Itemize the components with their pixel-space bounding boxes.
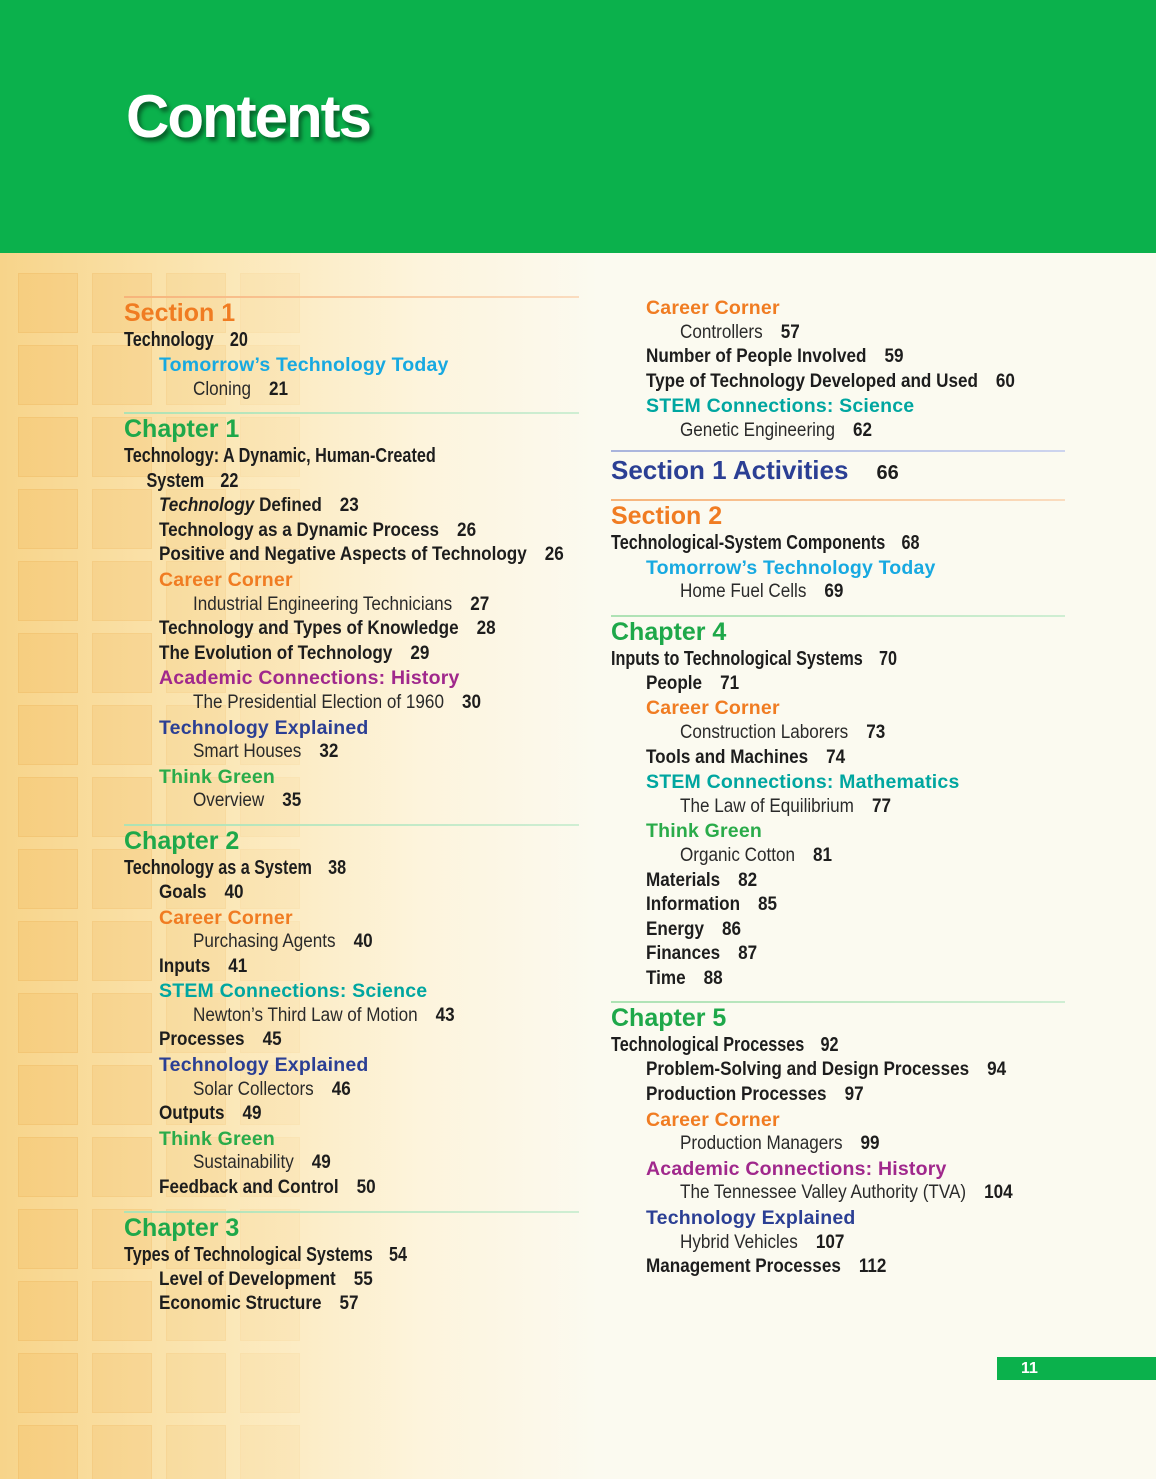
page-ref: 57: [339, 1293, 359, 1315]
feature-heading[interactable]: [124, 1127, 579, 1152]
toc-entry-level3[interactable]: [124, 930, 579, 955]
background-tile: [18, 1137, 78, 1197]
entry-label: Technological-System Components: [611, 531, 886, 554]
entry-label: Technology as a System: [124, 856, 312, 879]
feature-heading[interactable]: [124, 979, 579, 1004]
feature-heading[interactable]: [611, 770, 1065, 795]
toc-entry-level2[interactable]: [124, 1292, 579, 1317]
page-ref: 107: [815, 1231, 845, 1253]
entry-label: Technology Explained: [646, 1207, 856, 1230]
toc-entry-level2[interactable]: [124, 494, 579, 519]
page-ref: 60: [995, 370, 1015, 392]
page-ref: 88: [703, 967, 723, 989]
entry-label: STEM Connections: Science: [159, 980, 428, 1003]
entry-label: System: [146, 470, 205, 493]
entry-label: Genetic Engineering: [680, 419, 835, 441]
page-ref: 57: [780, 321, 800, 343]
toc-entry-level3[interactable]: [611, 844, 1065, 869]
entry-label: Chapter 2: [124, 826, 240, 855]
background-tile: [92, 1425, 152, 1479]
entry-label: Cloning: [193, 378, 251, 400]
entry-label: Solar Collectors: [193, 1078, 314, 1100]
entry-label: Technology: A Dynamic, Human-Created: [124, 445, 436, 468]
entry-label: Defined: [254, 495, 322, 517]
feature-heading[interactable]: [611, 696, 1065, 721]
entry-label: Outputs: [159, 1103, 225, 1125]
page-ref: 62: [852, 419, 872, 441]
entry-label: Chapter 1: [124, 415, 240, 444]
feature-heading[interactable]: [124, 906, 579, 931]
page-ref: 55: [353, 1268, 373, 1290]
entry-italic-text: Technology: [159, 495, 255, 517]
entry-label: Section 2: [611, 501, 723, 530]
toc-entry-level1[interactable]: [611, 647, 1020, 672]
entry-label: Chapter 5: [611, 1004, 727, 1033]
entry-label: Sustainability: [193, 1152, 294, 1174]
entry-label: Chapter 3: [124, 1213, 240, 1242]
entry-label: Energy: [646, 918, 704, 940]
entry-label: Inputs: [159, 955, 211, 977]
entry-label: Types of Technological Systems: [124, 1243, 373, 1266]
toc-entry-level3[interactable]: [124, 1151, 579, 1176]
entry-label: Materials: [646, 869, 721, 891]
entry-label: Organic Cotton: [680, 844, 796, 866]
page-ref: 20: [229, 329, 248, 351]
entry-label: Feedback and Control: [159, 1177, 339, 1199]
toc-entry-level2[interactable]: [124, 955, 579, 980]
chapter-heading[interactable]: [124, 826, 579, 856]
background-tile: [18, 705, 78, 765]
toc-entry-level2[interactable]: [611, 1255, 1065, 1280]
chapter-heading[interactable]: [611, 1003, 1065, 1033]
toc-entry-level2[interactable]: [611, 370, 1065, 395]
entry-label: Think Green: [159, 765, 275, 788]
page-ref: 26: [544, 544, 564, 566]
page-ref: 92: [820, 1034, 839, 1057]
feature-heading[interactable]: [124, 353, 579, 378]
page-ref: 71: [720, 672, 740, 694]
entry-label: Home Fuel Cells: [680, 581, 807, 603]
chapter-heading[interactable]: [611, 617, 1065, 647]
entry-label: Technology Explained: [159, 1054, 369, 1077]
page-ref: 82: [738, 869, 758, 891]
entry-label: STEM Connections: Mathematics: [646, 771, 960, 794]
page-ref: 27: [470, 593, 490, 615]
toc-entry-level1[interactable]: [124, 856, 534, 881]
entry-label: Chapter 4: [611, 617, 727, 646]
toc-entry-level2[interactable]: [611, 672, 1065, 697]
feature-heading[interactable]: [124, 765, 579, 790]
toc-entry-level3[interactable]: [611, 580, 1065, 605]
toc-entry-level3[interactable]: [124, 740, 579, 765]
toc-entry-level2[interactable]: [124, 642, 579, 667]
section-activities-heading[interactable]: [611, 454, 1065, 489]
feature-heading[interactable]: [611, 296, 1065, 321]
page-ref: 21: [268, 378, 289, 400]
entry-label: Tomorrow’s Technology Today: [159, 354, 449, 376]
page-ref: 68: [901, 531, 920, 554]
background-tile: [18, 1209, 78, 1269]
entry-label: Career Corner: [159, 568, 293, 591]
page-header: [0, 0, 1156, 253]
entry-label: Smart Houses: [193, 741, 302, 763]
entry-label: Think Green: [159, 1127, 275, 1150]
page-title: Contents: [126, 83, 370, 150]
toc-entry-level1[interactable]: [611, 1033, 1020, 1058]
page-ref: 69: [824, 581, 844, 603]
entry-label: Career Corner: [646, 1108, 780, 1131]
page-ref: 26: [457, 519, 477, 541]
toc-entry-level3[interactable]: [611, 1132, 1065, 1157]
chapter-heading[interactable]: [124, 414, 579, 444]
toc-entry-level2[interactable]: [124, 1028, 579, 1053]
entry-label: The Evolution of Technology: [159, 642, 393, 664]
page-ref: 35: [282, 790, 302, 812]
entry-label: STEM Connections: Science: [646, 395, 915, 418]
toc-entry-level2[interactable]: [611, 1083, 1065, 1108]
toc-entry-level3[interactable]: [611, 321, 1065, 346]
page-ref: 70: [878, 647, 897, 670]
entry-label: Time: [646, 967, 686, 989]
toc-entry-level2[interactable]: [124, 1176, 579, 1201]
background-tile: [92, 1353, 152, 1413]
page-ref: 40: [224, 881, 244, 903]
toc-entry-level1[interactable]: [124, 444, 534, 469]
background-tile: [240, 1353, 300, 1413]
toc-right-column: [611, 296, 1065, 1280]
feature-heading[interactable]: [611, 1108, 1065, 1133]
entry-label: Information: [646, 894, 741, 916]
page-ref: 97: [844, 1084, 864, 1106]
feature-heading[interactable]: [611, 556, 1065, 581]
feature-heading[interactable]: [611, 1157, 1065, 1182]
toc-entry-level3[interactable]: [124, 378, 579, 403]
chapter-heading[interactable]: [124, 1213, 579, 1243]
page-ref: 85: [758, 894, 778, 916]
page-ref: 38: [328, 856, 347, 879]
background-tile: [18, 1065, 78, 1125]
entry-label: Technology and Types of Knowledge: [159, 618, 459, 640]
background-tile: [18, 273, 78, 333]
page-ref: 41: [228, 955, 248, 977]
entry-label: Production Managers: [680, 1133, 843, 1155]
toc-entry-level2[interactable]: [124, 519, 579, 544]
section-heading[interactable]: [611, 501, 1065, 531]
page-ref: 29: [410, 642, 430, 664]
entry-label: Industrial Engineering Technicians: [193, 593, 453, 615]
page-ref: 104: [984, 1182, 1013, 1204]
entry-label: The Tennessee Valley Authority (TVA): [680, 1182, 967, 1204]
entry-label: Processes: [159, 1029, 245, 1051]
page-ref: 99: [860, 1133, 880, 1155]
page-ref: 59: [884, 346, 904, 368]
entry-label: The Presidential Election of 1960: [193, 691, 444, 713]
background-tile: [18, 921, 78, 981]
feature-heading[interactable]: [611, 819, 1065, 844]
entry-label: Section 1 Activities: [611, 454, 849, 485]
entry-label: Positive and Negative Aspects of Technology: [159, 544, 527, 566]
entry-label: Tomorrow’s Technology Today: [646, 556, 936, 579]
background-tile: [18, 1281, 78, 1341]
entry-label: Type of Technology Developed and Used: [646, 370, 978, 392]
entry-label: Academic Connections: History: [646, 1157, 947, 1180]
entry-label: Problem-Solving and Design Processes: [646, 1059, 970, 1081]
entry-label: Career Corner: [159, 906, 293, 929]
feature-heading[interactable]: [124, 666, 579, 691]
entry-label: Technological Processes: [611, 1034, 805, 1057]
entry-label: Controllers: [680, 321, 763, 343]
page-ref: 23: [339, 495, 359, 517]
entry-label: Section 1: [124, 299, 236, 327]
entry-label: Overview: [193, 790, 265, 812]
entry-label: People: [646, 672, 703, 694]
divider-rule: [611, 450, 1065, 452]
toc-entry-level3[interactable]: [611, 419, 1065, 444]
toc-entry-level3[interactable]: [611, 1231, 1065, 1256]
background-tile: [18, 1425, 78, 1479]
toc-entry-level1[interactable]: [124, 469, 534, 494]
background-tile: [18, 417, 78, 477]
entry-label: Construction Laborers: [680, 721, 849, 743]
entry-label: Inputs to Technological Systems: [611, 647, 863, 670]
toc-entry-level2[interactable]: [611, 746, 1065, 771]
toc-entry-level2[interactable]: [124, 881, 579, 906]
toc-entry-level3[interactable]: [124, 1078, 579, 1103]
entry-label: Career Corner: [646, 297, 780, 319]
entry-label: Technology Explained: [159, 716, 369, 739]
toc-entry-level2[interactable]: [124, 617, 579, 642]
toc-entry-level2[interactable]: [611, 918, 1065, 943]
page-ref: 112: [858, 1256, 887, 1278]
page-ref: 50: [356, 1177, 376, 1199]
entry-label: Number of People Involved: [646, 346, 867, 368]
page-ref: 49: [311, 1152, 331, 1174]
page-ref: 54: [388, 1243, 407, 1266]
entry-label: Hybrid Vehicles: [680, 1231, 798, 1253]
feature-heading[interactable]: [611, 1206, 1065, 1231]
background-tile: [18, 345, 78, 405]
entry-label: Economic Structure: [159, 1293, 322, 1315]
entry-label: Tools and Machines: [646, 746, 809, 768]
page-ref: 22: [220, 470, 239, 493]
page-ref: 30: [461, 691, 481, 713]
entry-label: The Law of Equilibrium: [680, 795, 854, 817]
background-tile: [18, 1353, 78, 1413]
page-ref: 40: [353, 931, 373, 953]
toc-left-column: [124, 296, 579, 1317]
entry-label: Purchasing Agents: [193, 931, 336, 953]
page-ref: 46: [331, 1078, 351, 1100]
feature-heading[interactable]: [611, 394, 1065, 419]
page-ref: 74: [826, 746, 846, 768]
background-tile: [18, 993, 78, 1053]
background-tile: [18, 777, 78, 837]
page-number: 11: [997, 1357, 1156, 1380]
entry-label: Goals: [159, 881, 207, 903]
toc-entry-level3[interactable]: [124, 1004, 579, 1029]
entry-label: Production Processes: [646, 1084, 827, 1106]
toc-entry-level3[interactable]: [611, 721, 1065, 746]
toc-entry-level3[interactable]: [124, 691, 579, 716]
page-ref: 81: [813, 844, 833, 866]
toc-entry-level2[interactable]: [124, 543, 579, 568]
background-tile: [166, 1425, 226, 1479]
background-tile: [18, 489, 78, 549]
background-tile: [240, 1425, 300, 1479]
page-ref: 73: [866, 721, 886, 743]
toc-entry-level2[interactable]: [611, 1058, 1065, 1083]
entry-label: Newton’s Third Law of Motion: [193, 1004, 418, 1026]
page-ref: 28: [476, 618, 496, 640]
page-ref: 77: [871, 795, 891, 817]
page-ref: 49: [242, 1103, 262, 1125]
feature-heading[interactable]: [124, 716, 579, 741]
page-ref: 86: [721, 918, 742, 940]
toc-entry-level2[interactable]: [611, 345, 1065, 370]
toc-entry-level3[interactable]: [611, 795, 1065, 820]
page-ref: 43: [435, 1004, 455, 1026]
entry-label: Think Green: [646, 820, 762, 843]
toc-entry-level1[interactable]: [124, 328, 534, 353]
background-tile: [18, 849, 78, 909]
entry-label: Level of Development: [159, 1268, 336, 1290]
entry-label: Technology as a Dynamic Process: [159, 519, 440, 541]
toc-entry-level1[interactable]: [124, 1243, 534, 1268]
toc-entry-level2[interactable]: [124, 1268, 579, 1293]
toc-entry-level3[interactable]: [124, 789, 579, 814]
page-ref: 87: [738, 943, 758, 965]
toc-entry-level1[interactable]: [611, 531, 1020, 556]
background-tile: [166, 1353, 226, 1413]
entry-label: Technology: [124, 329, 214, 351]
page-ref: 66: [876, 461, 899, 484]
feature-heading[interactable]: [124, 568, 579, 593]
toc-entry-level2[interactable]: [611, 869, 1065, 894]
background-tile: [18, 561, 78, 621]
toc-entry-level2[interactable]: [611, 967, 1065, 992]
toc-entry-level3[interactable]: [611, 1181, 1065, 1206]
background-tile: [18, 633, 78, 693]
page-ref: 32: [319, 741, 339, 763]
page-ref: 45: [262, 1029, 282, 1051]
entry-label: Management Processes: [646, 1256, 841, 1278]
page-ref: 94: [987, 1059, 1007, 1081]
toc-entry-level3[interactable]: [124, 593, 579, 618]
toc-entry-level2[interactable]: [611, 942, 1065, 967]
entry-label: Finances: [646, 943, 721, 965]
entry-label: Academic Connections: History: [159, 667, 460, 690]
section-heading[interactable]: [124, 298, 579, 328]
toc-entry-level2[interactable]: [611, 893, 1065, 918]
entry-label: Career Corner: [646, 697, 780, 720]
toc-entry-level2[interactable]: [124, 1102, 579, 1127]
feature-heading[interactable]: [124, 1053, 579, 1078]
